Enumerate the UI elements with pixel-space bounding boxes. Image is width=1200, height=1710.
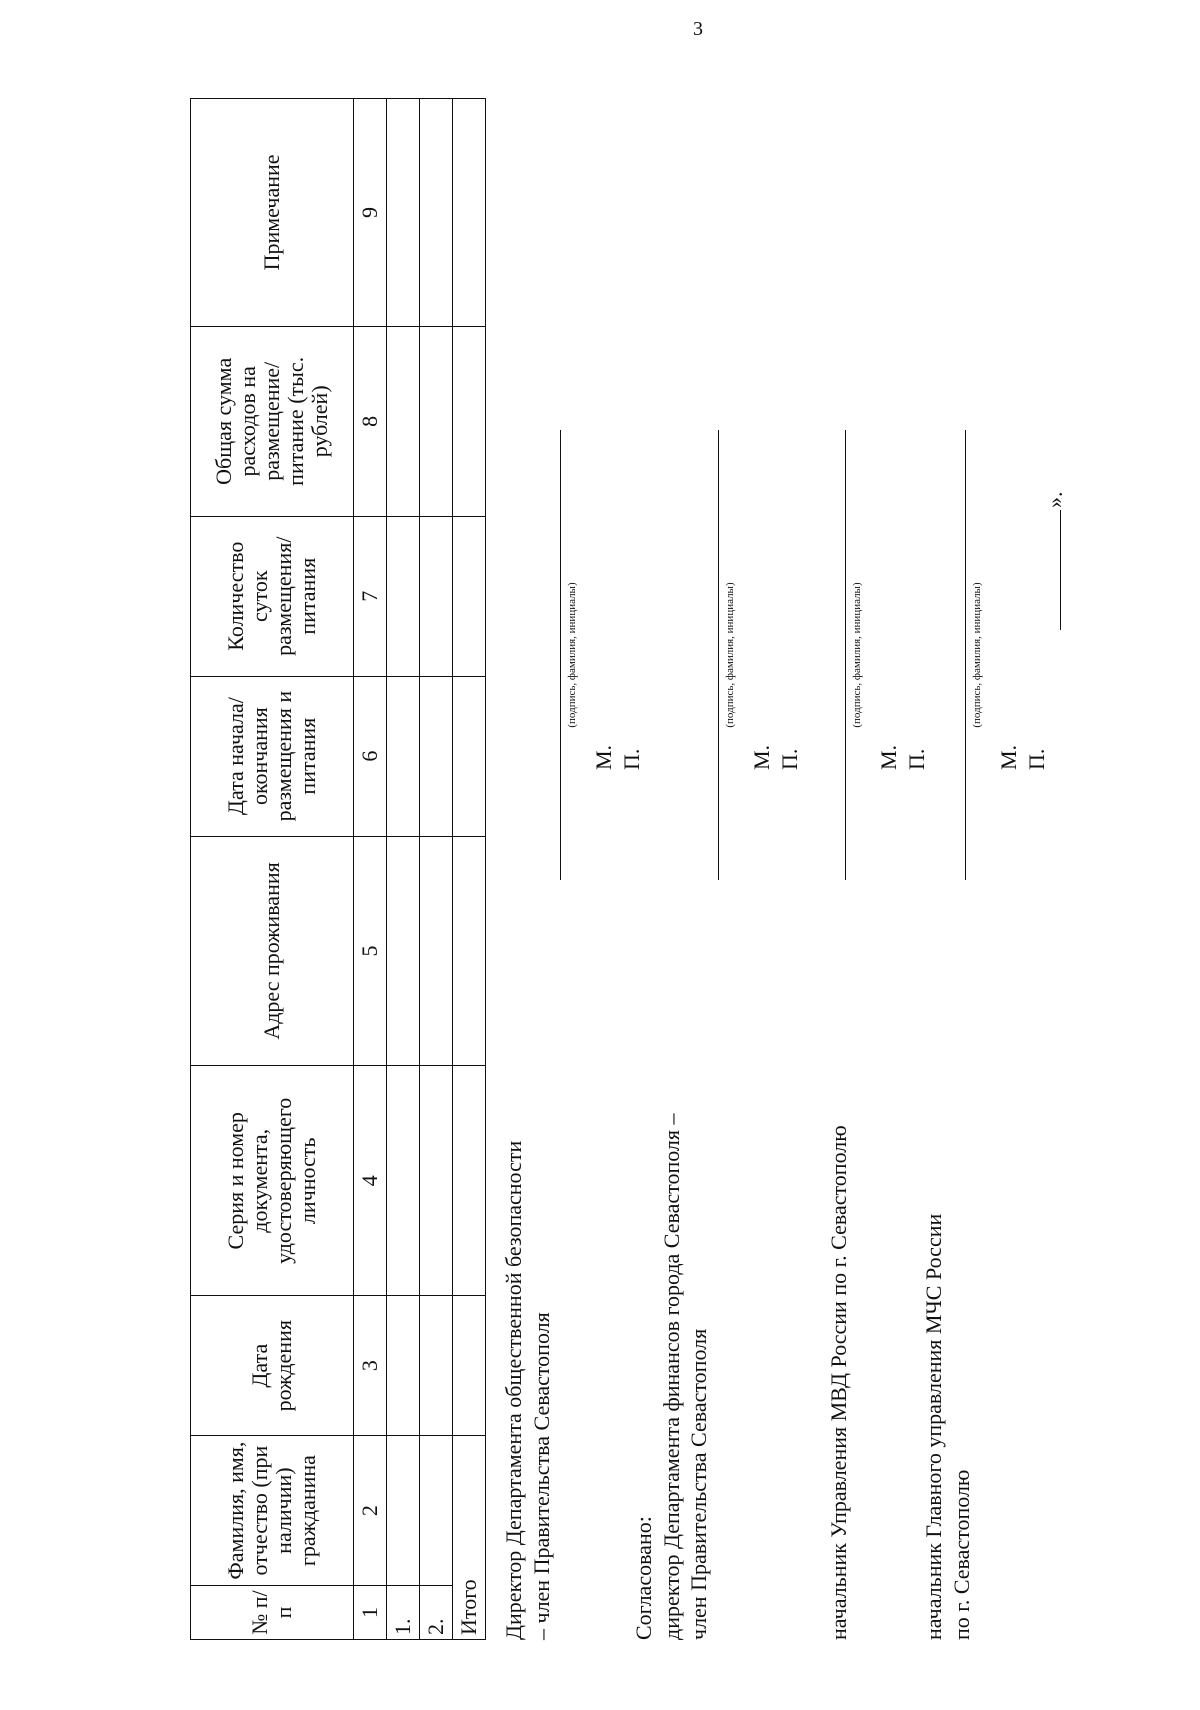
row-index: 1.	[387, 1586, 420, 1640]
rotated-landscape-content	[190, 98, 1180, 1640]
table-header-row	[191, 99, 354, 1640]
header-cell-address: Адрес проживания	[191, 836, 354, 1066]
table-row	[387, 99, 420, 1640]
header-cell-dates: Дата начала/ окончания размещения и питания	[191, 676, 354, 836]
signature-title-line: Согласовано:	[631, 1516, 656, 1640]
signature-title-line: директор Департамента финансов города Севастополя –	[658, 1113, 684, 1640]
column-number: 3	[354, 1296, 387, 1436]
stamp-placeholder: М. П.	[876, 744, 929, 770]
row-index: 2.	[420, 1586, 453, 1640]
signature-line	[718, 430, 719, 880]
header-cell-id-document: Серия и номер документа, удостоверяющего личность	[191, 1066, 354, 1296]
table-cell	[420, 1066, 453, 1296]
table-cell	[387, 326, 420, 516]
table-cell	[420, 99, 453, 327]
header-cell-number: № п/п	[191, 1586, 354, 1640]
page-number: 3	[693, 18, 703, 40]
header-cell-days-count: Количество суток размещения/ питания	[191, 516, 354, 676]
signature-title	[500, 980, 555, 1640]
table-cell	[387, 1296, 420, 1436]
closing-mark: ».	[1042, 491, 1067, 508]
total-label: Итого	[453, 1436, 486, 1640]
table-cell	[453, 676, 486, 836]
table-cell	[420, 1436, 453, 1586]
stamp-placeholder: М. П.	[591, 744, 644, 770]
column-number: 2	[354, 1436, 387, 1586]
table-cell	[453, 836, 486, 1066]
column-number: 4	[354, 1066, 387, 1296]
signature-title-line: начальник Главного управления МЧС России	[921, 1213, 946, 1640]
table-cell	[420, 836, 453, 1066]
table-cell	[420, 326, 453, 516]
table-cell	[453, 1066, 486, 1296]
table-cell	[420, 1296, 453, 1436]
table-row	[420, 99, 453, 1640]
table-cell	[387, 516, 420, 676]
table-cell	[387, 676, 420, 836]
signature-caption: (подпись, фамилия, инициалы)	[566, 582, 578, 728]
closing-line	[1060, 510, 1061, 630]
column-number: 6	[354, 676, 387, 836]
signature-title-line: – член Правительства Севастополя	[528, 1312, 554, 1640]
table-cell	[387, 99, 420, 327]
column-number: 1	[354, 1586, 387, 1640]
table-cell	[453, 516, 486, 676]
signature-title-line: по г. Севастополю	[948, 1469, 974, 1640]
signature-line	[965, 430, 966, 880]
table-cell	[387, 1066, 420, 1296]
column-number: 5	[354, 836, 387, 1066]
signature-caption: (подпись, фамилия, инициалы)	[724, 582, 736, 728]
column-number: 9	[354, 99, 387, 327]
signature-title	[630, 980, 713, 1640]
column-number: 8	[354, 326, 387, 516]
registry-table	[190, 98, 486, 1640]
signature-title-line: Директор Департамента общественной безопасности	[501, 1140, 526, 1640]
signature-title	[920, 980, 975, 1640]
header-cell-note: Примечание	[191, 99, 354, 327]
signature-title-line: начальник Управления МВД России по г. Севастополю	[826, 1125, 851, 1640]
header-cell-full-name: Фамилия, имя, отчество (при наличии) гражданина	[191, 1436, 354, 1586]
table-cell	[420, 676, 453, 836]
table-cell	[453, 99, 486, 327]
header-cell-total-sum: Общая сумма расходов на размещение/ питание (тыс. рублей)	[191, 326, 354, 516]
table-cell	[420, 516, 453, 676]
signature-caption: (подпись, фамилия, инициалы)	[971, 582, 983, 728]
stamp-placeholder: М. П.	[749, 744, 802, 770]
column-numbers-row	[354, 99, 387, 1640]
header-cell-birth-date: Дата рождения	[191, 1296, 354, 1436]
stamp-placeholder: М. П.	[996, 744, 1049, 770]
signature-line	[845, 430, 846, 880]
signature-caption: (подпись, фамилия, инициалы)	[851, 582, 863, 728]
total-row	[453, 99, 486, 1640]
table-cell	[387, 1436, 420, 1586]
table-cell	[453, 326, 486, 516]
signature-line	[560, 430, 561, 880]
table-cell	[387, 836, 420, 1066]
signature-title-line: член Правительства Севастополя	[686, 1328, 711, 1640]
signature-title	[825, 980, 853, 1640]
table-cell	[453, 1296, 486, 1436]
column-number: 7	[354, 516, 387, 676]
